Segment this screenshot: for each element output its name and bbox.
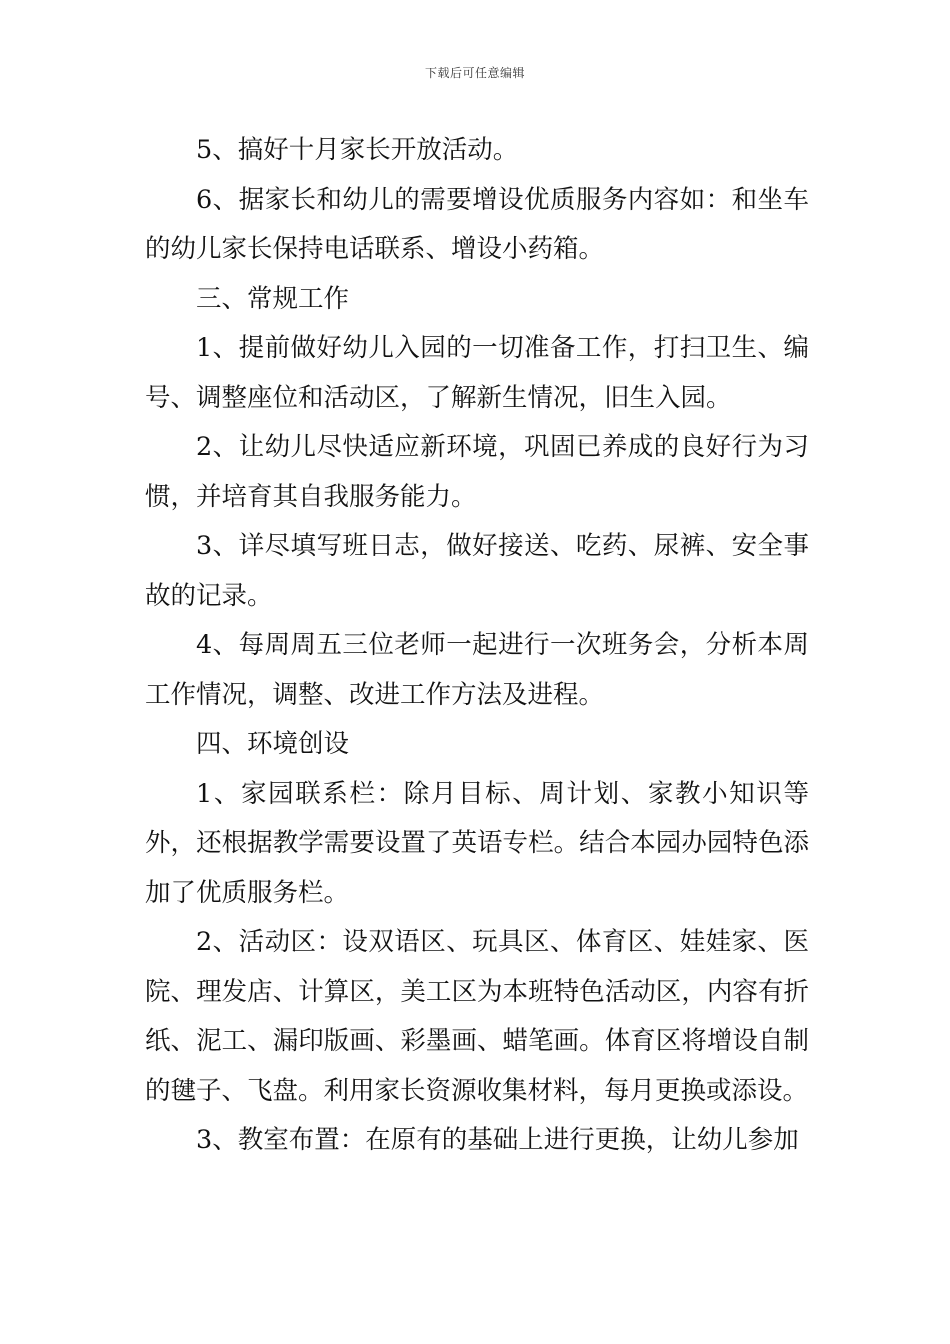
page-header-note: 下载后可任意编辑 (424, 66, 525, 80)
paragraph-environment-1: 1、家园联系栏：除月目标、周计划、家教小知识等外，还根据教学需要设置了英语专栏。结合本园办园特色添加了优质服务栏。 (145, 778, 809, 908)
paragraph-item-5: 5、搞好十月家长开放活动。 (196, 135, 519, 165)
section-heading-environment: 四、环境创设 (196, 729, 350, 759)
paragraph-environment-3: 3、教室布置：在原有的基础上进行更换，让幼儿参加 (196, 1125, 799, 1155)
paragraph-routine-3: 3、详尽填写班日志，做好接送、吃药、尿裤、安全事故的记录。 (145, 531, 809, 611)
document-body (145, 126, 809, 1166)
paragraph-item-6: 6、据家长和幼儿的需要增设优质服务内容如：和坐车的幼儿家长保持电话联系、增设小药箱。 (145, 184, 809, 264)
paragraph-routine-4: 4、每周周五三位老师一起进行一次班务会，分析本周工作情况，调整、改进工作方法及进程。 (145, 630, 809, 710)
paragraph-environment-2: 2、活动区：设双语区、玩具区、体育区、娃娃家、医院、理发店、计算区，美工区为本班特色活动区，内容有折纸、泥工、漏印版画、彩墨画、蜡笔画。体育区将增设自制的毽子、飞盘。利用家长资源收集材料，每月更换或添设。 (145, 927, 809, 1106)
section-heading-routine-work: 三、常规工作 (196, 283, 350, 314)
paragraph-routine-2: 2、让幼儿尽快适应新环境，巩固已养成的良好行为习惯，并培育其自我服务能力。 (145, 432, 809, 512)
paragraph-routine-1: 1、提前做好幼儿入园的一切准备工作，打扫卫生、编号、调整座位和活动区，了解新生情况，旧生入园。 (145, 333, 809, 413)
